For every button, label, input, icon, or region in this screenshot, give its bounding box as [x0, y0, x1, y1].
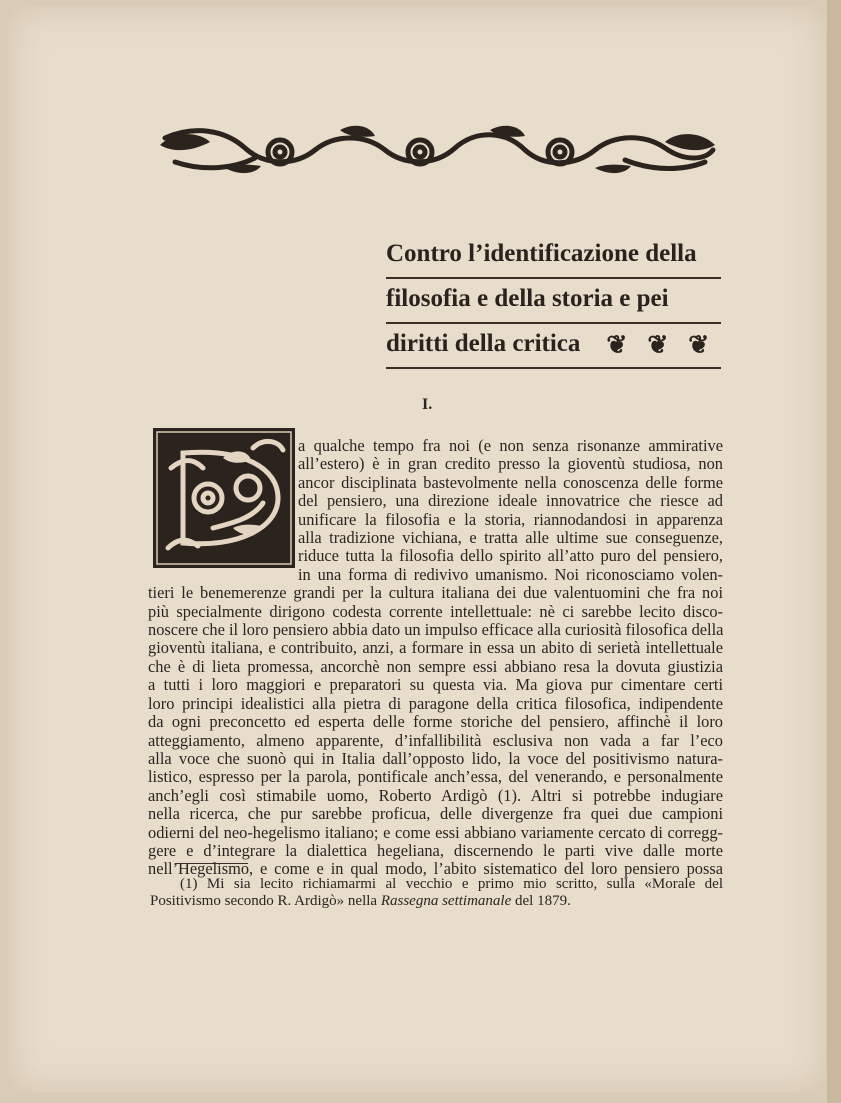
body-line: all’estero) è in gran credito presso la gioventù studiosa, non — [298, 454, 723, 474]
body-line: più specialmente dirigono codesta corrente intellettuale: nè ci sarebbe lecito disco- — [148, 601, 723, 621]
body-line: alla tradizione vichiana, e tratta alle ultime sue conseguenze, — [298, 528, 723, 548]
leaf-ornament-icon: ❦ — [688, 331, 710, 359]
footnote — [150, 876, 723, 910]
footnote-line-2: Positivismo secondo R. Ardigò» nella Rassegna settimanale del 1879. — [150, 893, 571, 909]
body-line: riduce tutta la filosofia dello spirito all’atto puro del pensiero, — [298, 546, 723, 566]
title-line-1: Contro l’identificazione della — [386, 234, 721, 279]
article-title — [386, 234, 721, 369]
body-line: nell’Hegelismo, e come e in qual modo, l’abito sistematico del loro pensiero possa — [148, 859, 723, 879]
body-line: listico, espresso per la parola, pontificale anch’essa, del venerando, e personalmente — [148, 767, 723, 787]
leaf-ornament-icon: ❦ — [606, 331, 628, 359]
body-line: noscere che il loro pensiero abbia dato un impulso efficace alla curiosità filosofica della — [148, 620, 724, 640]
footnote-rule — [176, 863, 248, 864]
body-line: alla voce che suonò qui in Italia dall’opposto lido, la voce del positivismo natura- — [148, 748, 723, 768]
body-line: che è di lieta promessa, ancorchè non sempre essi abbiano resa la dovuta giustizia — [148, 656, 723, 676]
body-line: gioventù italiana, e contribuito, anzi, a formare in essa un abito di serietà intellettuale — [148, 638, 723, 658]
body-line: anch’egli così stimabile uomo, Roberto Ardigò (1). Altri si potrebbe indugiare — [148, 785, 723, 805]
section-number: I. — [422, 396, 433, 413]
body-line: a tutti i loro maggiori e preparatori su questa via. Ma giova pur cimentare certi — [148, 675, 723, 695]
body-line: del pensiero, una direzione ideale innovatrice che riesce ad — [298, 491, 723, 511]
header-ornament-icon — [155, 120, 720, 180]
body-line: a qualche tempo fra noi (e non senza risonanze ammirative — [298, 436, 723, 455]
body-line: loro principi idealistici alla pietra di paragone della critica filosofica, indipendente — [148, 693, 723, 713]
title-line-2: filosofia e della storia e pei — [386, 279, 721, 324]
body-line: tieri le benemerenze grandi per la cultura italiana dei due valentuomini che fra noi — [148, 583, 723, 603]
title-line-3: diritti della critica ❦ ❦ ❦ — [386, 324, 721, 369]
body-line: atteggiamento, almeno apparente, d’infallibilità esclusiva non vada a far l’eco — [148, 730, 723, 750]
footnote-line-1: (1) Mi sia lecito richiamarmi al vecchio e primo mio scritto, sulla «Morale del — [180, 876, 723, 892]
body-line: gere e d’integrare la dialettica hegeliana, discernendo le parti vive dalle morte — [148, 840, 723, 860]
body-line: in una forma di redivivo umanismo. Noi riconosciamo volen- — [298, 564, 723, 584]
body-line: ancor disciplinata bastevolmente nella conoscenza delle forme — [298, 472, 723, 492]
body-line: da ogni preconcetto ed esperta delle forme storiche del pensiero, affinchè il loro — [148, 712, 723, 732]
page-edge — [827, 0, 841, 1103]
leaf-ornament-icon: ❦ — [647, 331, 669, 359]
body-line: odierni del neo-hegelismo italiano; e come essi abbiano variamente cercato di corregg- — [148, 822, 723, 842]
article-body — [148, 437, 723, 879]
body-line: unificare la filosofia e la storia, riannodandosi in apparenza — [298, 509, 723, 529]
body-line: nella ricerca, che pur sarebbe proficua, delle divergenze fra quei due campioni — [148, 804, 723, 824]
